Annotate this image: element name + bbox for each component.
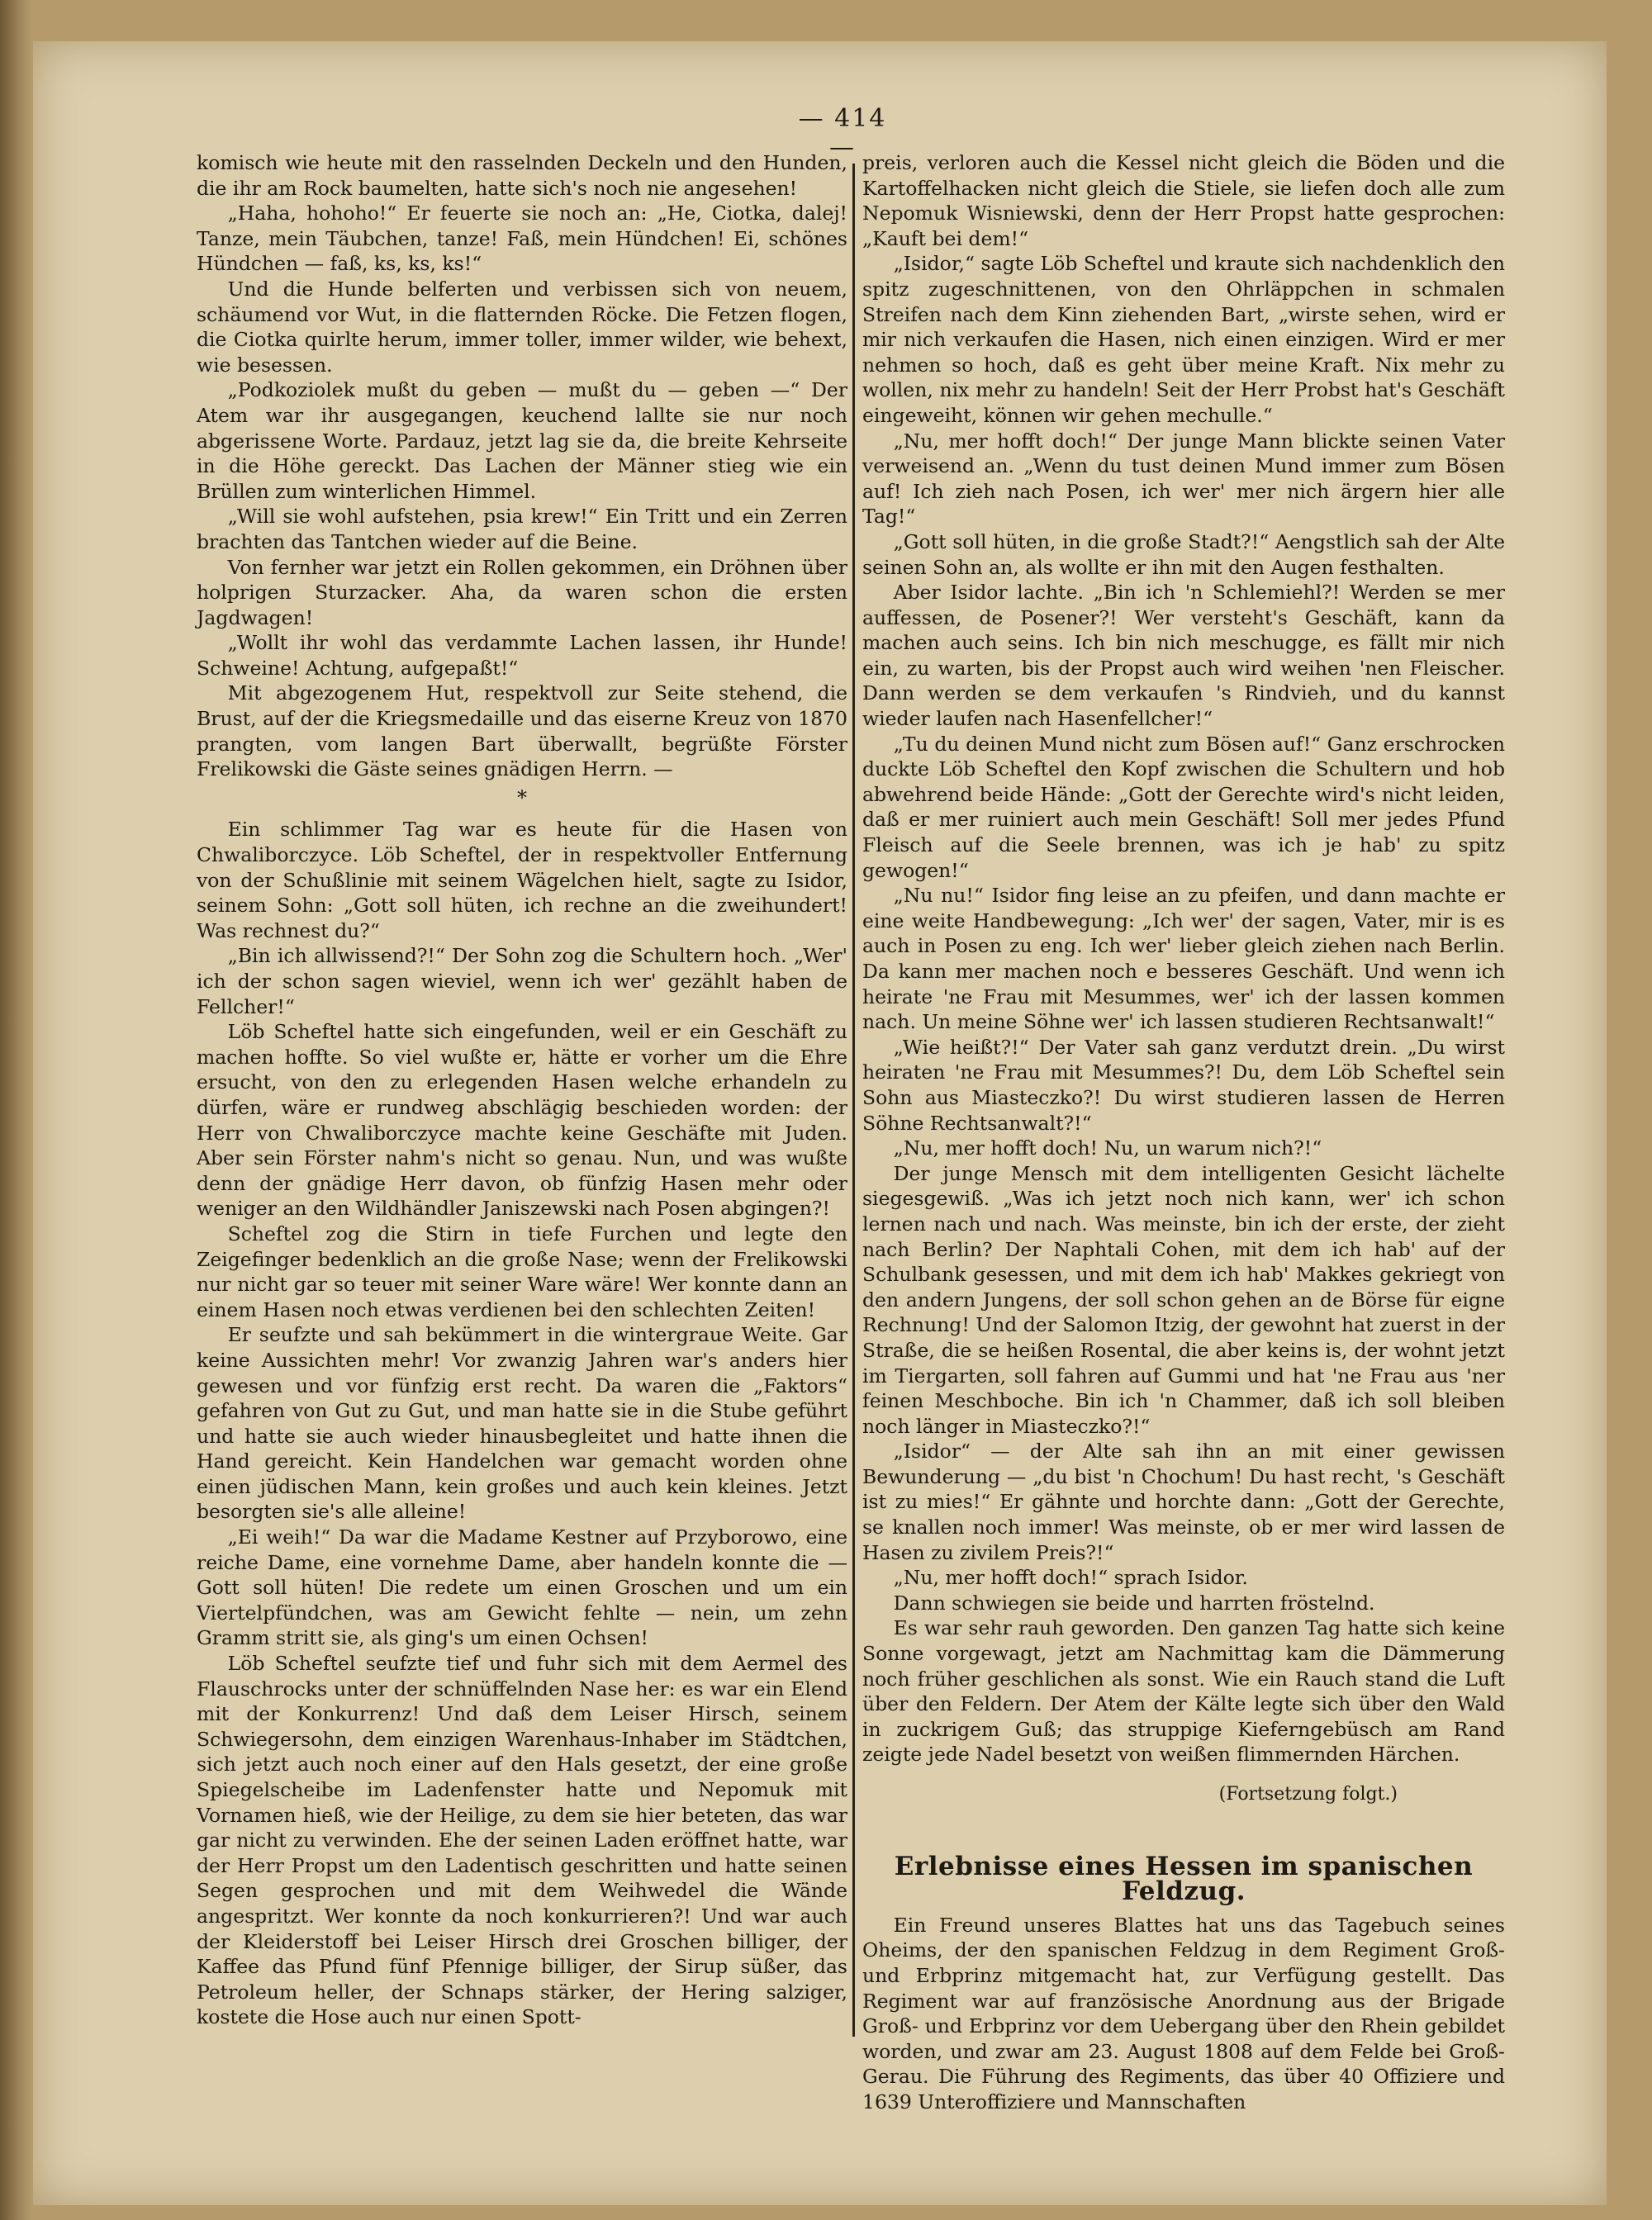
paragraph: „Gott soll hüten, in die große Stadt?!“ Aengstlich sah der Alte seinen Sohn an, als wollte er ihn mit den Augen festhalten.: [862, 529, 1505, 579]
left-column: [197, 150, 847, 2030]
paragraph: „Haha, hohoho!“ Er feuerte sie noch an: „He, Ciotka, dalej! Tanze, mein Täubchen, tanze! Faß, mein Hündchen! Ei, schönes Hündchen — faß, ks, ks, ks!“: [197, 202, 847, 276]
section-separator: *: [517, 785, 527, 809]
paragraph: Der junge Mensch mit dem intelligenten Gesicht lächelte siegesgewiß. „Was ich jetzt noch nich kann, wer' ich schon lernen nach und nach. Was meinste, bin ich der erste, der zieht nach Berlin? Der Naphtali Cohen, mit dem ich hab' auf der Schulbank gesessen, und mit dem ich hab' Makkes gekriegt von den andern Jungens, der soll schon gehen an de Börse für eigne Rechnung! Und der Salomon Itzig, der gewohnt hat zuerst in der Straße, die se heißen Rosental, die aber keins is, der wohnt jetzt im Tiergarten, soll fahren auf Gummi und hat 'ne Frau aus 'ner feinen Meschboche. Bin ich 'n Chammer, daß ich soll bleiben noch länger in Miasteczko?!“: [862, 1161, 1505, 1438]
paragraph: „Isidor“ — der Alte sah ihn an mit einer gewissen Bewunderung — „du bist 'n Chochum! Du hast recht, 's Geschäft ist zu mies!“ Er gähnte und horchte dann: „Gott der Gerechte, se knallen noch immer! Was meinste, ob er mer wird lassen de Hasen zu zivilem Preis?!“: [862, 1440, 1505, 1564]
paragraph: Löb Scheftel hatte sich eingefunden, weil er ein Geschäft zu machen hoffte. So viel wußte er, hätte er vorher um die Ehre ersucht, von den zu erlegenden Hasen welche erhandeln zu dürfen, wäre er rundweg abschlägig beschieden worden: der Herr von Chwaliborczyce machte keine Geschäfte mit Juden. Aber sein Förster nahm's nicht so genau. Nun, und was wußte denn der gnädige Herr davon, ob fünfzig Hasen mehr oder weniger an den Wildhändler Janiszewski nach Posen abgingen?!: [197, 1020, 847, 1221]
paragraph: Er seufzte und sah bekümmert in die wintergraue Weite. Gar keine Aussichten mehr! Vor zwanzig Jahren war's anders hier gewesen und vor fünfzig erst recht. Da waren die „Faktors“ gefahren von Gut zu Gut, und man hatte sie in die Stube geführt und hatte sie auch wieder hinausbegleitet und hatte ihnen die Hand gereicht. Kein Handelchen war gemacht worden ohne einen jüdischen Mann, kein großes und auch kein kleines. Jetzt besorgten sie's alle alleine!: [197, 1323, 847, 1524]
paragraph: Ein schlimmer Tag war es heute für die Hasen von Chwaliborczyce. Löb Scheftel, der in respektvoller Entfernung von der Schußlinie mit seinem Wägelchen hielt, sagte zu Isidor, seinem Sohn: „Gott soll hüten, ich rechne an die zweihundert! Was rechnest du?“: [197, 818, 847, 942]
paragraph: „Will sie wohl aufstehen, psia krew!“ Ein Tritt und ein Zerren brachten das Tantchen wieder auf die Beine.: [197, 505, 847, 553]
paragraph: „Nu, mer hofft doch!“ Der junge Mann blickte seinen Vater verweisend an. „Wenn du tust deinen Mund immer zum Bösen auf! Ich zieh nach Posen, ich wer' mer nich ärgern hier alle Tag!“: [862, 429, 1505, 529]
paragraph: „Nu, mer hofft doch!“ sprach Isidor.: [893, 1566, 1248, 1590]
paragraph: „Isidor,“ sagte Löb Scheftel und kraute sich nachdenklich den spitz zugeschnittenen, von den Ohrläppchen in schmalen Streifen nach dem Kinn ziehenden Bart, „wirste sehen, wird er mir nich verkaufen die Hasen, nich einen einzigen. Wird er mer nehmen so hoch, daß es geht über meine Kraft. Nix mehr zu wollen, nix mehr zu handeln! Seit der Herr Probst hat's Geschäft eingeweiht, können wir gehen mechulle.“: [862, 252, 1505, 427]
paragraph: Mit abgezogenem Hut, respektvoll zur Seite stehend, die Brust, auf der die Kriegsmedaille und das eiserne Kreuz von 1870 prangten, vom langen Bart überwallt, begrüßte Förster Frelikowski die Gäste seines gnädigen Herrn. —: [197, 681, 847, 781]
paragraph: „Wollt ihr wohl das verdammte Lachen lassen, ihr Hunde! Schweine! Achtung, aufgepaßt!“: [197, 631, 847, 680]
paragraph: „Tu du deinen Mund nicht zum Bösen auf!“ Ganz erschrocken duckte Löb Scheftel den Kopf zwischen die Schultern und hob abwehrend beide Hände: „Gott der Gerechte wird's nicht leiden, daß er mer ruiniert auch mein Geschäft! Soll mer jedes Pfund Fleisch auf die Seele brennen, was ich je hab' zu spitz gewogen!“: [862, 732, 1505, 882]
continuation-note: (Fortsetzung folgt.): [1218, 1784, 1398, 1805]
paragraph: Löb Scheftel seufzte tief und fuhr sich mit dem Aermel des Flauschrocks unter der schnüffelnden Nase her: es war ein Elend mit der Konkurrenz! Und daß dem Leiser Hirsch, seinem Schwiegersohn, dem einzigen Warenhaus-Inhaber im Städtchen, sich jetzt auch noch einer auf den Hals gesetzt, der eine große Spiegelscheibe im Ladenfenster hatte und Nepomuk mit Vornamen hieß, wie der Heilige, zu dem sie hier beteten, das war gar nicht zu verwinden. Ehe der seinen Laden eröffnet hatte, war der Herr Propst um den Ladentisch geschritten und hatte seinen Segen gesprochen und mit dem Weihwedel die Wände angespritzt. Wer konnte da noch konkurrieren?! Und war auch der Kleiderstoff bei Leiser Hirsch drei Groschen billiger, der Kaffee das Pfund fünf Pfennige billiger, der Sirup süßer, das Petroleum heller, der Schnaps stärker, der Hering salziger, kostete die Hose auch nur einen Spott-: [197, 1652, 847, 2029]
paragraph: Von fernher war jetzt ein Rollen gekommen, ein Dröhnen über holprigen Sturzacker. Aha, da waren schon die ersten Jagdwagen!: [197, 555, 847, 629]
paragraph: komisch wie heute mit den rasselnden Deckeln und den Hunden, die ihr am Rock baumelten, hatte sich's noch nie angesehen!: [197, 151, 847, 200]
book-binding: [0, 0, 31, 2220]
paragraph: „Bin ich allwissend?!“ Der Sohn zog die Schultern hoch. „Wer' ich der schon sagen wieviel, wenn ich wer' gezählt haben de Fellcher!“: [197, 944, 847, 1018]
paragraph: „Nu, mer hofft doch! Nu, un warum nich?!“: [893, 1136, 1322, 1160]
column-divider: [852, 164, 855, 2037]
paragraph: preis, verloren auch die Kessel nicht gleich die Böden und die Kartoffelhacken nicht gleich die Stiele, sie liefen doch alle zum Nepomuk Wisniewski, denn der Herr Propst hatte gesprochen: „Kauft bei dem!“: [862, 151, 1505, 250]
right-column: [862, 150, 1505, 2115]
page-number: — 414 —: [798, 104, 887, 162]
paragraph: „Wie heißt?!“ Der Vater sah ganz verdutzt drein. „Du wirst heiraten 'ne Frau mit Mesummes?! Du, dem Löb Scheftel sein Sohn aus Miasteczko?! Du wirst studieren lassen de Herren Söhne Rechtsanwalt?!“: [862, 1035, 1505, 1135]
paragraph: Es war sehr rauh geworden. Den ganzen Tag hatte sich keine Sonne vorgewagt, jetzt am Nachmittag kam die Dämmerung noch früher geschlichen als sonst. Wie ein Rauch stand die Luft über den Feldern. Der Atem der Kälte legte sich über den Wald in zuckrigem Guß; das struppige Kieferngebüsch am Rand zeigte jede Nadel besetzt von weißen flimmernden Härchen.: [862, 1616, 1505, 1767]
paragraph: Scheftel zog die Stirn in tiefe Furchen und legte den Zeigefinger bedenklich an die große Nase; wenn der Frelikowski nur nicht gar so teuer mit seiner Ware wäre! Wer konnte dann an einem Hasen noch etwas verdienen bei den schlechten Zeiten!: [197, 1221, 847, 1321]
right-column-text: [862, 150, 1505, 1767]
paragraph: „Podkoziolek mußt du geben — mußt du — geben —“ Der Atem war ihr ausgegangen, keuchend lallte sie nur noch abgerissene Worte. Pardauz, jetzt lag sie da, die breite Kehrseite in die Höhe gereckt. Das Lachen der Männer stieg wie ein Brüllen zum winterlichen Himmel.: [197, 378, 847, 503]
article-headline: Erlebnisse eines Hessen im spanischen Feldzug.: [894, 1851, 1474, 1907]
paragraph: „Ei weih!“ Da war die Madame Kestner auf Przyborowo, eine reiche Dame, eine vornehme Dame, aber handeln konnte die — Gott soll hüten! Die redete um einen Groschen und um ein Viertelpfündchen, was am Gewicht fehlte — nein, um zehn Gramm stritt sie, als ging's um einen Ochsen!: [197, 1525, 847, 1650]
paragraph: Und die Hunde belferten und verbissen sich von neuem, schäumend vor Wut, in die flatternden Röcke. Die Fetzen flogen, die Ciotka quirlte herum, immer toller, immer wilder, wie behext, wie besessen.: [197, 277, 847, 377]
paragraph: Aber Isidor lachte. „Bin ich 'n Schlemiehl?! Werden se mer auffessen, de Posener?! Wer versteht's Geschäft, kann da machen auch seins. Ich bin nich meschugge, es fällt mir nich ein, zu warten, bis der Propst auch wird weihen 'nen Fleischer. Dann werden se dem verkaufen 's Rindvieh, und du kannst wieder laufen nach Hasenfellcher!“: [862, 581, 1505, 731]
article-body: [862, 1913, 1505, 2115]
paragraph: „Nu nu!“ Isidor fing leise an zu pfeifen, und dann machte er eine weite Handbewegung: „Ich wer' der sagen, Vater, mir is es auch in Posen zu eng. Ich wer' lieber gleich ziehen nach Berlin. Da kann mer machen noch e besseres Geschäft. Und wenn ich heirate 'ne Frau mit Mesummes, wer' ich der lassen kommen nach. Un meine Söhne wer' ich lassen studieren Rechtsanwalt!“: [862, 884, 1505, 1034]
article-paragraph: Ein Freund unseres Blattes hat uns das Tagebuch seines Oheims, der den spanischen Feldzug in dem Regiment Groß- und Erbprinz mitgemacht hat, zur Verfügung gestellt. Das Regiment war auf französische Anordnung aus der Brigade Groß- und Erbprinz vor dem Uebergang über den Rhein gebildet worden, und zwar am 23. August 1808 auf dem Felde bei Groß-Gerau. Die Führung des Regiments, das über 40 Offiziere und 1639 Unteroffiziere und Mannschaften: [862, 1913, 1505, 2113]
paragraph: Dann schwiegen sie beide und harrten fröstelnd.: [893, 1591, 1375, 1615]
